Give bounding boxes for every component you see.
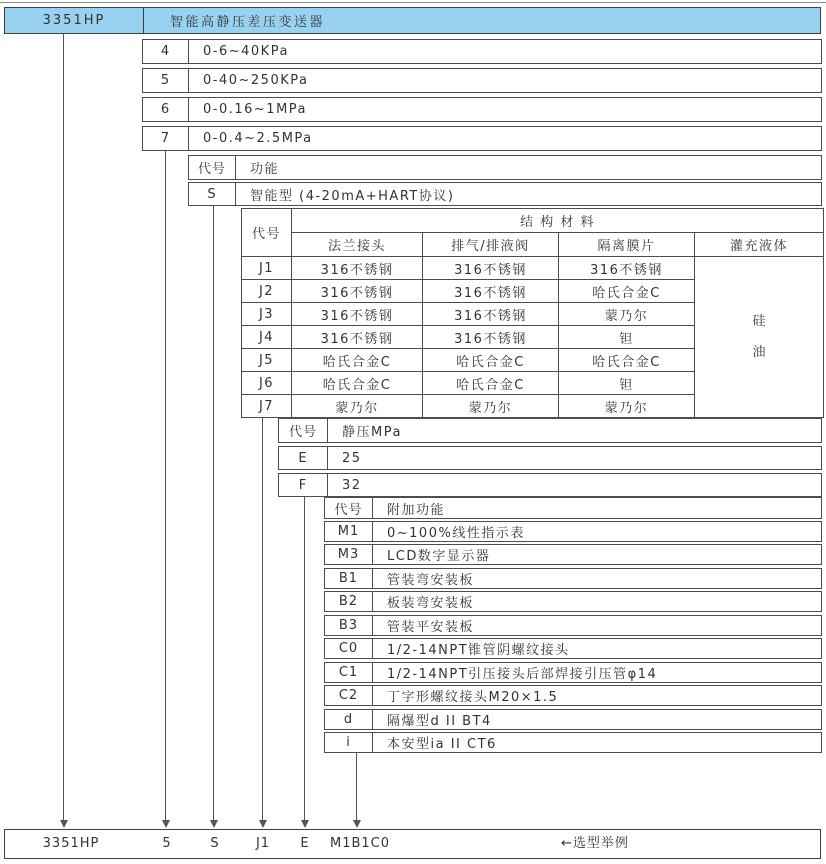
addon-code-header: 代号 bbox=[325, 498, 373, 518]
materials-col-valve: 排气/排液阀 bbox=[423, 233, 559, 257]
materials-code: J6 bbox=[242, 372, 292, 395]
function-header-row bbox=[188, 155, 822, 180]
addon-label: 0~100%线性指示表 bbox=[387, 526, 525, 541]
addon-row bbox=[324, 662, 822, 683]
addon-row bbox=[324, 544, 822, 565]
connector-line-pressure bbox=[304, 497, 305, 820]
materials-code-header: 代号 bbox=[242, 209, 292, 257]
materials-group-header: 结 构 材 料 bbox=[292, 209, 824, 233]
materials-flange: 316不锈钢 bbox=[292, 303, 423, 326]
arrow-down-icon bbox=[60, 820, 68, 828]
pressure-label-header: 静压MPa bbox=[342, 425, 402, 440]
connector-line-addon bbox=[356, 753, 357, 820]
materials-valve: 316不锈钢 bbox=[423, 280, 559, 303]
materials-valve: 蒙乃尔 bbox=[423, 395, 559, 418]
addon-label: 管装弯安装板 bbox=[387, 573, 475, 588]
connector-line-model bbox=[63, 34, 64, 820]
materials-col-flange: 法兰接头 bbox=[292, 233, 423, 257]
materials-valve: 316不锈钢 bbox=[423, 303, 559, 326]
example-addons: M1B1C0 bbox=[330, 836, 391, 851]
arrow-down-icon bbox=[259, 820, 267, 828]
range-label: 0-0.16~1MPa bbox=[203, 102, 308, 117]
addon-code: C0 bbox=[325, 639, 373, 658]
connector-line-range bbox=[165, 151, 166, 820]
materials-code: J2 bbox=[242, 280, 292, 303]
arrow-down-icon bbox=[353, 820, 361, 828]
addon-row bbox=[324, 638, 822, 659]
range-row bbox=[142, 39, 822, 64]
materials-valve: 316不锈钢 bbox=[423, 326, 559, 349]
addon-row bbox=[324, 591, 822, 612]
range-label: 0-6~40KPa bbox=[203, 44, 289, 59]
range-label: 0-0.4~2.5MPa bbox=[203, 131, 313, 146]
materials-flange: 蒙乃尔 bbox=[292, 395, 423, 418]
example-range: 5 bbox=[162, 836, 172, 851]
addon-row bbox=[324, 615, 822, 636]
materials-diaphragm: 蒙乃尔 bbox=[559, 395, 695, 418]
connector-line-function bbox=[213, 206, 214, 820]
addon-label: 1/2-14NPT引压接头后部焊接引压管φ14 bbox=[387, 667, 658, 682]
addon-row bbox=[324, 709, 822, 730]
materials-flange: 316不锈钢 bbox=[292, 326, 423, 349]
range-label: 0-40~250KPa bbox=[203, 73, 309, 88]
range-row bbox=[142, 68, 822, 93]
range-row bbox=[142, 97, 822, 122]
arrow-down-icon bbox=[301, 820, 309, 828]
materials-row bbox=[242, 257, 824, 280]
connector-line-material bbox=[262, 417, 263, 820]
materials-code: J7 bbox=[242, 395, 292, 418]
materials-valve: 哈氏合金C bbox=[423, 372, 559, 395]
materials-code: J5 bbox=[242, 349, 292, 372]
materials-diaphragm: 钽 bbox=[559, 372, 695, 395]
materials-diaphragm: 钽 bbox=[559, 326, 695, 349]
addon-row bbox=[324, 568, 822, 589]
materials-diaphragm: 哈氏合金C bbox=[559, 280, 695, 303]
addon-code: B3 bbox=[325, 616, 373, 635]
materials-diaphragm: 316不锈钢 bbox=[559, 257, 695, 280]
pressure-label: 32 bbox=[342, 477, 362, 493]
materials-diaphragm: 蒙乃尔 bbox=[559, 303, 695, 326]
addon-code: M1 bbox=[325, 522, 373, 541]
pressure-row bbox=[278, 473, 822, 497]
range-row bbox=[142, 126, 822, 151]
addon-label: 本安型ia II CT6 bbox=[387, 737, 497, 752]
pressure-code: E bbox=[279, 447, 328, 469]
addon-label: 1/2-14NPT锥管阴螺纹接头 bbox=[387, 643, 570, 658]
range-code: 7 bbox=[143, 127, 189, 150]
function-row bbox=[188, 182, 822, 206]
addon-row bbox=[324, 685, 822, 706]
range-code: 6 bbox=[143, 98, 189, 121]
example-box bbox=[4, 829, 821, 859]
addon-code: B1 bbox=[325, 569, 373, 588]
header-band bbox=[4, 7, 821, 34]
materials-valve: 316不锈钢 bbox=[423, 257, 559, 280]
function-label: 智能型 (4-20mA+HART协议) bbox=[250, 188, 455, 204]
arrow-down-icon bbox=[162, 820, 170, 828]
pressure-row bbox=[278, 446, 822, 470]
range-code: 5 bbox=[143, 69, 189, 92]
addon-header-row bbox=[324, 497, 822, 519]
model-number: 3351HP bbox=[5, 8, 144, 33]
arrow-down-icon bbox=[210, 820, 218, 828]
pressure-code: F bbox=[279, 474, 328, 496]
addon-label: 隔爆型d II BT4 bbox=[387, 714, 492, 729]
addon-code: B2 bbox=[325, 592, 373, 611]
addon-code: d bbox=[325, 710, 373, 729]
materials-flange: 哈氏合金C bbox=[292, 372, 423, 395]
example-pressure: E bbox=[300, 836, 310, 851]
top-rule bbox=[0, 2, 826, 3]
example-material: J1 bbox=[255, 836, 271, 851]
materials-flange: 316不锈钢 bbox=[292, 280, 423, 303]
materials-code: J3 bbox=[242, 303, 292, 326]
materials-fill-fluid bbox=[695, 257, 824, 418]
fill-fluid-text: 硅油 bbox=[752, 314, 766, 360]
range-code: 4 bbox=[143, 40, 189, 63]
addon-label: 管装平安装板 bbox=[387, 620, 475, 635]
function-code-header: 代号 bbox=[189, 156, 236, 179]
addon-row bbox=[324, 521, 822, 542]
materials-valve: 哈氏合金C bbox=[423, 349, 559, 372]
pressure-label: 25 bbox=[342, 450, 362, 466]
addon-label-header: 附加功能 bbox=[387, 502, 446, 518]
materials-col-diaphragm: 隔离膜片 bbox=[559, 233, 695, 257]
materials-flange: 哈氏合金C bbox=[292, 349, 423, 372]
materials-code: J1 bbox=[242, 257, 292, 280]
function-label-header: 功能 bbox=[250, 162, 280, 177]
materials-diaphragm: 哈氏合金C bbox=[559, 349, 695, 372]
addon-code: C2 bbox=[325, 686, 373, 705]
example-function: S bbox=[210, 836, 220, 851]
addon-label: 板装弯安装板 bbox=[387, 596, 475, 611]
pressure-code-header: 代号 bbox=[279, 419, 328, 442]
addon-label: LCD数字显示器 bbox=[387, 549, 491, 564]
addon-code: i bbox=[325, 733, 373, 752]
example-model: 3351HP bbox=[42, 836, 100, 851]
addon-code: M3 bbox=[325, 545, 373, 564]
pressure-header-row bbox=[278, 418, 822, 443]
addon-label: 丁字形螺纹接头M20×1.5 bbox=[387, 690, 559, 705]
materials-flange: 316不锈钢 bbox=[292, 257, 423, 280]
materials-col-fill: 灌充液体 bbox=[695, 233, 824, 257]
page-title: 智能高静压差压变送器 bbox=[170, 15, 326, 30]
materials-table bbox=[241, 208, 824, 418]
materials-code: J4 bbox=[242, 326, 292, 349]
addon-row bbox=[324, 732, 822, 753]
addon-code: C1 bbox=[325, 663, 373, 682]
example-note: ←选型举例 bbox=[561, 836, 629, 851]
function-code: S bbox=[189, 183, 236, 205]
